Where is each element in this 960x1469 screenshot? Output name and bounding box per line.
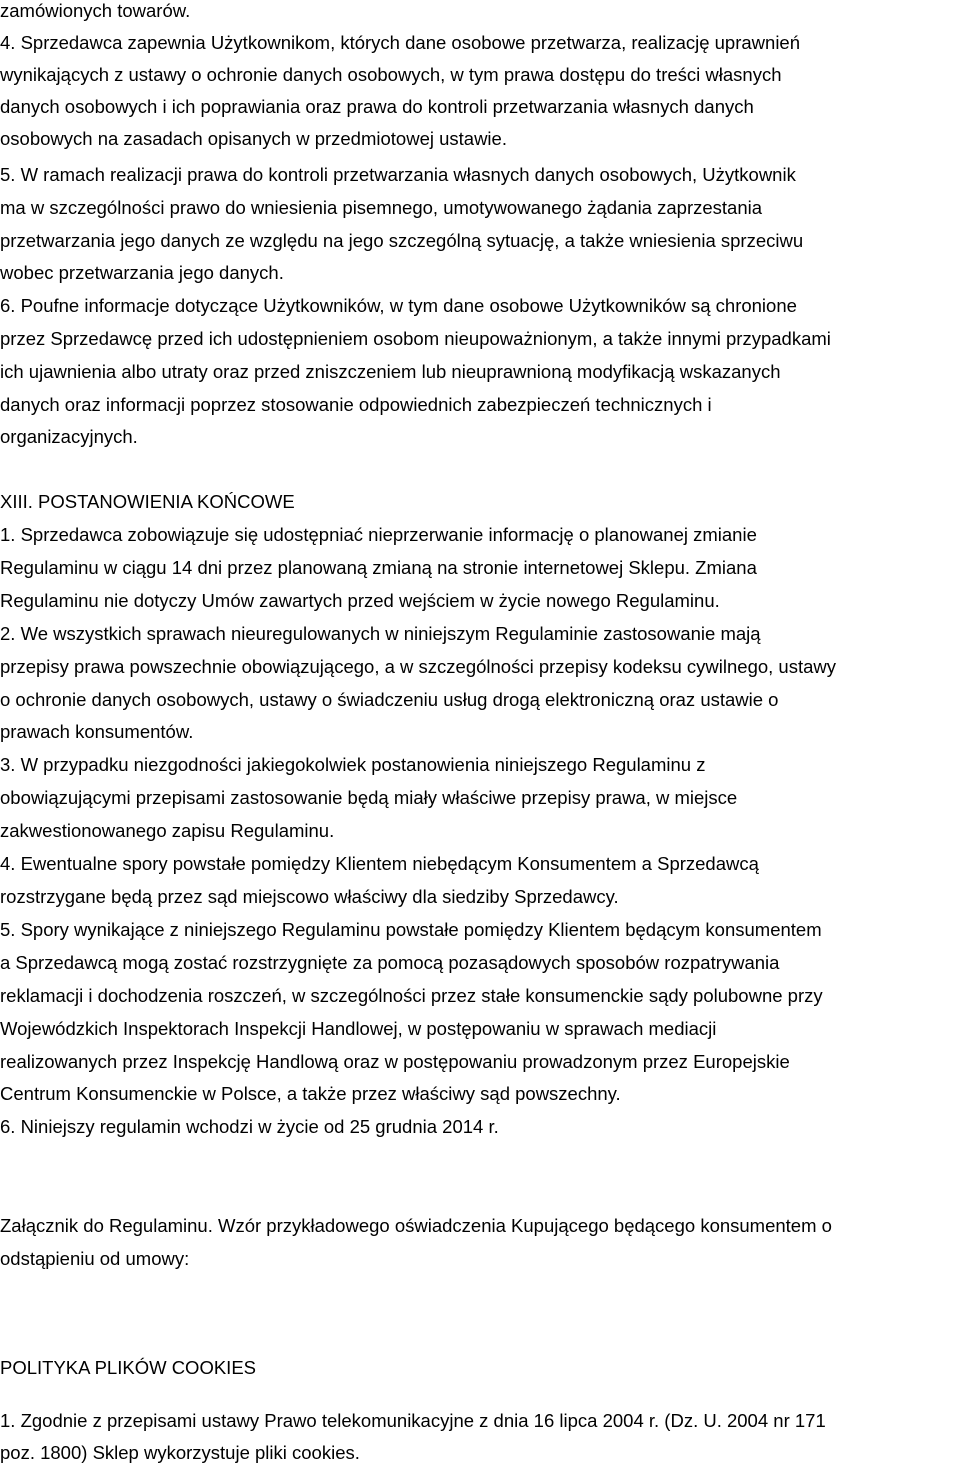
privacy-item-4-line-2: wynikających z ustawy o ochronie danych osobowych, w tym prawa dostępu do treści własnych [0,64,782,85]
final-item-3-line-2: obowiązującymi przepisami zastosowanie będą miały właściwe przepisy prawa, w miejsce [0,787,738,808]
privacy-item-6-line-5: organizacyjnych. [0,426,138,447]
final-item-1-line-1: 1. Sprzedawca zobowiązuje się udostępniać nieprzerwanie informację o planowanej zmianie [0,524,757,545]
cookies-heading: POLITYKA PLIKÓW COOKIES [0,1357,256,1378]
annex-line-2: odstąpieniu od umowy: [0,1248,190,1269]
final-item-6-line-1: 6. Niniejszy regulamin wchodzi w życie od 25 grudnia 2014 r. [0,1116,499,1137]
privacy-item-6-line-1: 6. Poufne informacje dotyczące Użytkowników, w tym dane osobowe Użytkowników są chronione [0,295,797,316]
section-heading-final-provisions: XIII. POSTANOWIENIA KOŃCOWE [0,491,295,512]
privacy-item-4-line-4: osobowych na zasadach opisanych w przedmiotowej ustawie. [0,128,507,149]
final-item-5-line-2: a Sprzedawcą mogą zostać rozstrzygnięte za pomocą pozasądowych sposobów rozpatrywania [0,952,780,973]
privacy-item-6-line-4: danych oraz informacji poprzez stosowanie odpowiednich zabezpieczeń technicznych i [0,394,712,415]
final-item-3-line-1: 3. W przypadku niezgodności jakiegokolwiek postanowienia niniejszego Regulaminu z [0,754,706,775]
privacy-item-5-line-3: przetwarzania jego danych ze względu na jego szczególną sytuację, a także wniesienia sprzeciwu [0,230,804,251]
privacy-item-6-line-2: przez Sprzedawcę przed ich udostępnieniem osobom nieupoważnionym, a także innymi przypadkami [0,328,831,349]
top-fragment: zamówionych towarów. [0,0,191,21]
final-item-4-line-1: 4. Ewentualne spory powstałe pomiędzy Klientem niebędącym Konsumentem a Sprzedawcą [0,853,759,874]
privacy-item-5-line-1: 5. W ramach realizacji prawa do kontroli przetwarzania własnych danych osobowych, Użytkownik [0,164,796,185]
privacy-item-4-line-3: danych osobowych i ich poprawiania oraz prawa do kontroli przetwarzania własnych danych [0,96,754,117]
cookies-item-1-line-1: 1. Zgodnie z przepisami ustawy Prawo telekomunikacyjne z dnia 16 lipca 2004 r. (Dz. U. 2004 nr 171 [0,1410,826,1431]
privacy-item-4-line-1: 4. Sprzedawca zapewnia Użytkownikom, których dane osobowe przetwarza, realizację uprawnień [0,32,801,53]
privacy-item-5-line-4: wobec przetwarzania jego danych. [0,262,284,283]
final-item-2-line-1: 2. We wszystkich sprawach nieuregulowanych w niniejszym Regulaminie zastosowanie mają [0,623,761,644]
final-item-5-line-3: reklamacji i dochodzenia roszczeń, w szczególności przez stałe konsumenckie sądy polubowne przy [0,985,823,1006]
final-item-1-line-3: Regulaminu nie dotyczy Umów zawartych przed wejściem w życie nowego Regulaminu. [0,590,720,611]
final-item-1-line-2: Regulaminu w ciągu 14 dni przez planowaną zmianą na stronie internetowej Sklepu. Zmiana [0,557,757,578]
final-item-4-line-2: rozstrzygane będą przez sąd miejscowo właściwy dla siedziby Sprzedawcy. [0,886,619,907]
final-item-5-line-6: Centrum Konsumenckie w Polsce, a także przez właściwy sąd powszechny. [0,1083,621,1104]
final-item-3-line-3: zakwestionowanego zapisu Regulaminu. [0,820,335,841]
final-item-5-line-5: realizowanych przez Inspekcję Handlową oraz w postępowaniu prowadzonym przez Europejskie [0,1051,790,1072]
privacy-item-5-line-2: ma w szczególności prawo do wniesienia pisemnego, umotywowanego żądania zaprzestania [0,197,763,218]
annex-line-1: Załącznik do Regulaminu. Wzór przykładowego oświadczenia Kupującego będącego konsumentem o [0,1215,832,1236]
privacy-item-6-line-3: ich ujawnienia albo utraty oraz przed zniszczeniem lub nieuprawnioną modyfikacją wskazanych [0,361,781,382]
final-item-2-line-2: przepisy prawa powszechnie obowiązującego, a w szczególności przepisy kodeksu cywilnego, ustawy [0,656,837,677]
final-item-5-line-4: Wojewódzkich Inspektorach Inspekcji Handlowej, w postępowaniu w sprawach mediacji [0,1018,717,1039]
final-item-5-line-1: 5. Spory wynikające z niniejszego Regulaminu powstałe pomiędzy Klientem będącym konsumentem [0,919,822,940]
final-item-2-line-3: o ochronie danych osobowych, ustawy o świadczeniu usług drogą elektroniczną oraz ustawie o [0,689,779,710]
final-item-2-line-4: prawach konsumentów. [0,721,194,742]
cookies-item-1-line-2: poz. 1800) Sklep wykorzystuje pliki cookies. [0,1442,360,1463]
